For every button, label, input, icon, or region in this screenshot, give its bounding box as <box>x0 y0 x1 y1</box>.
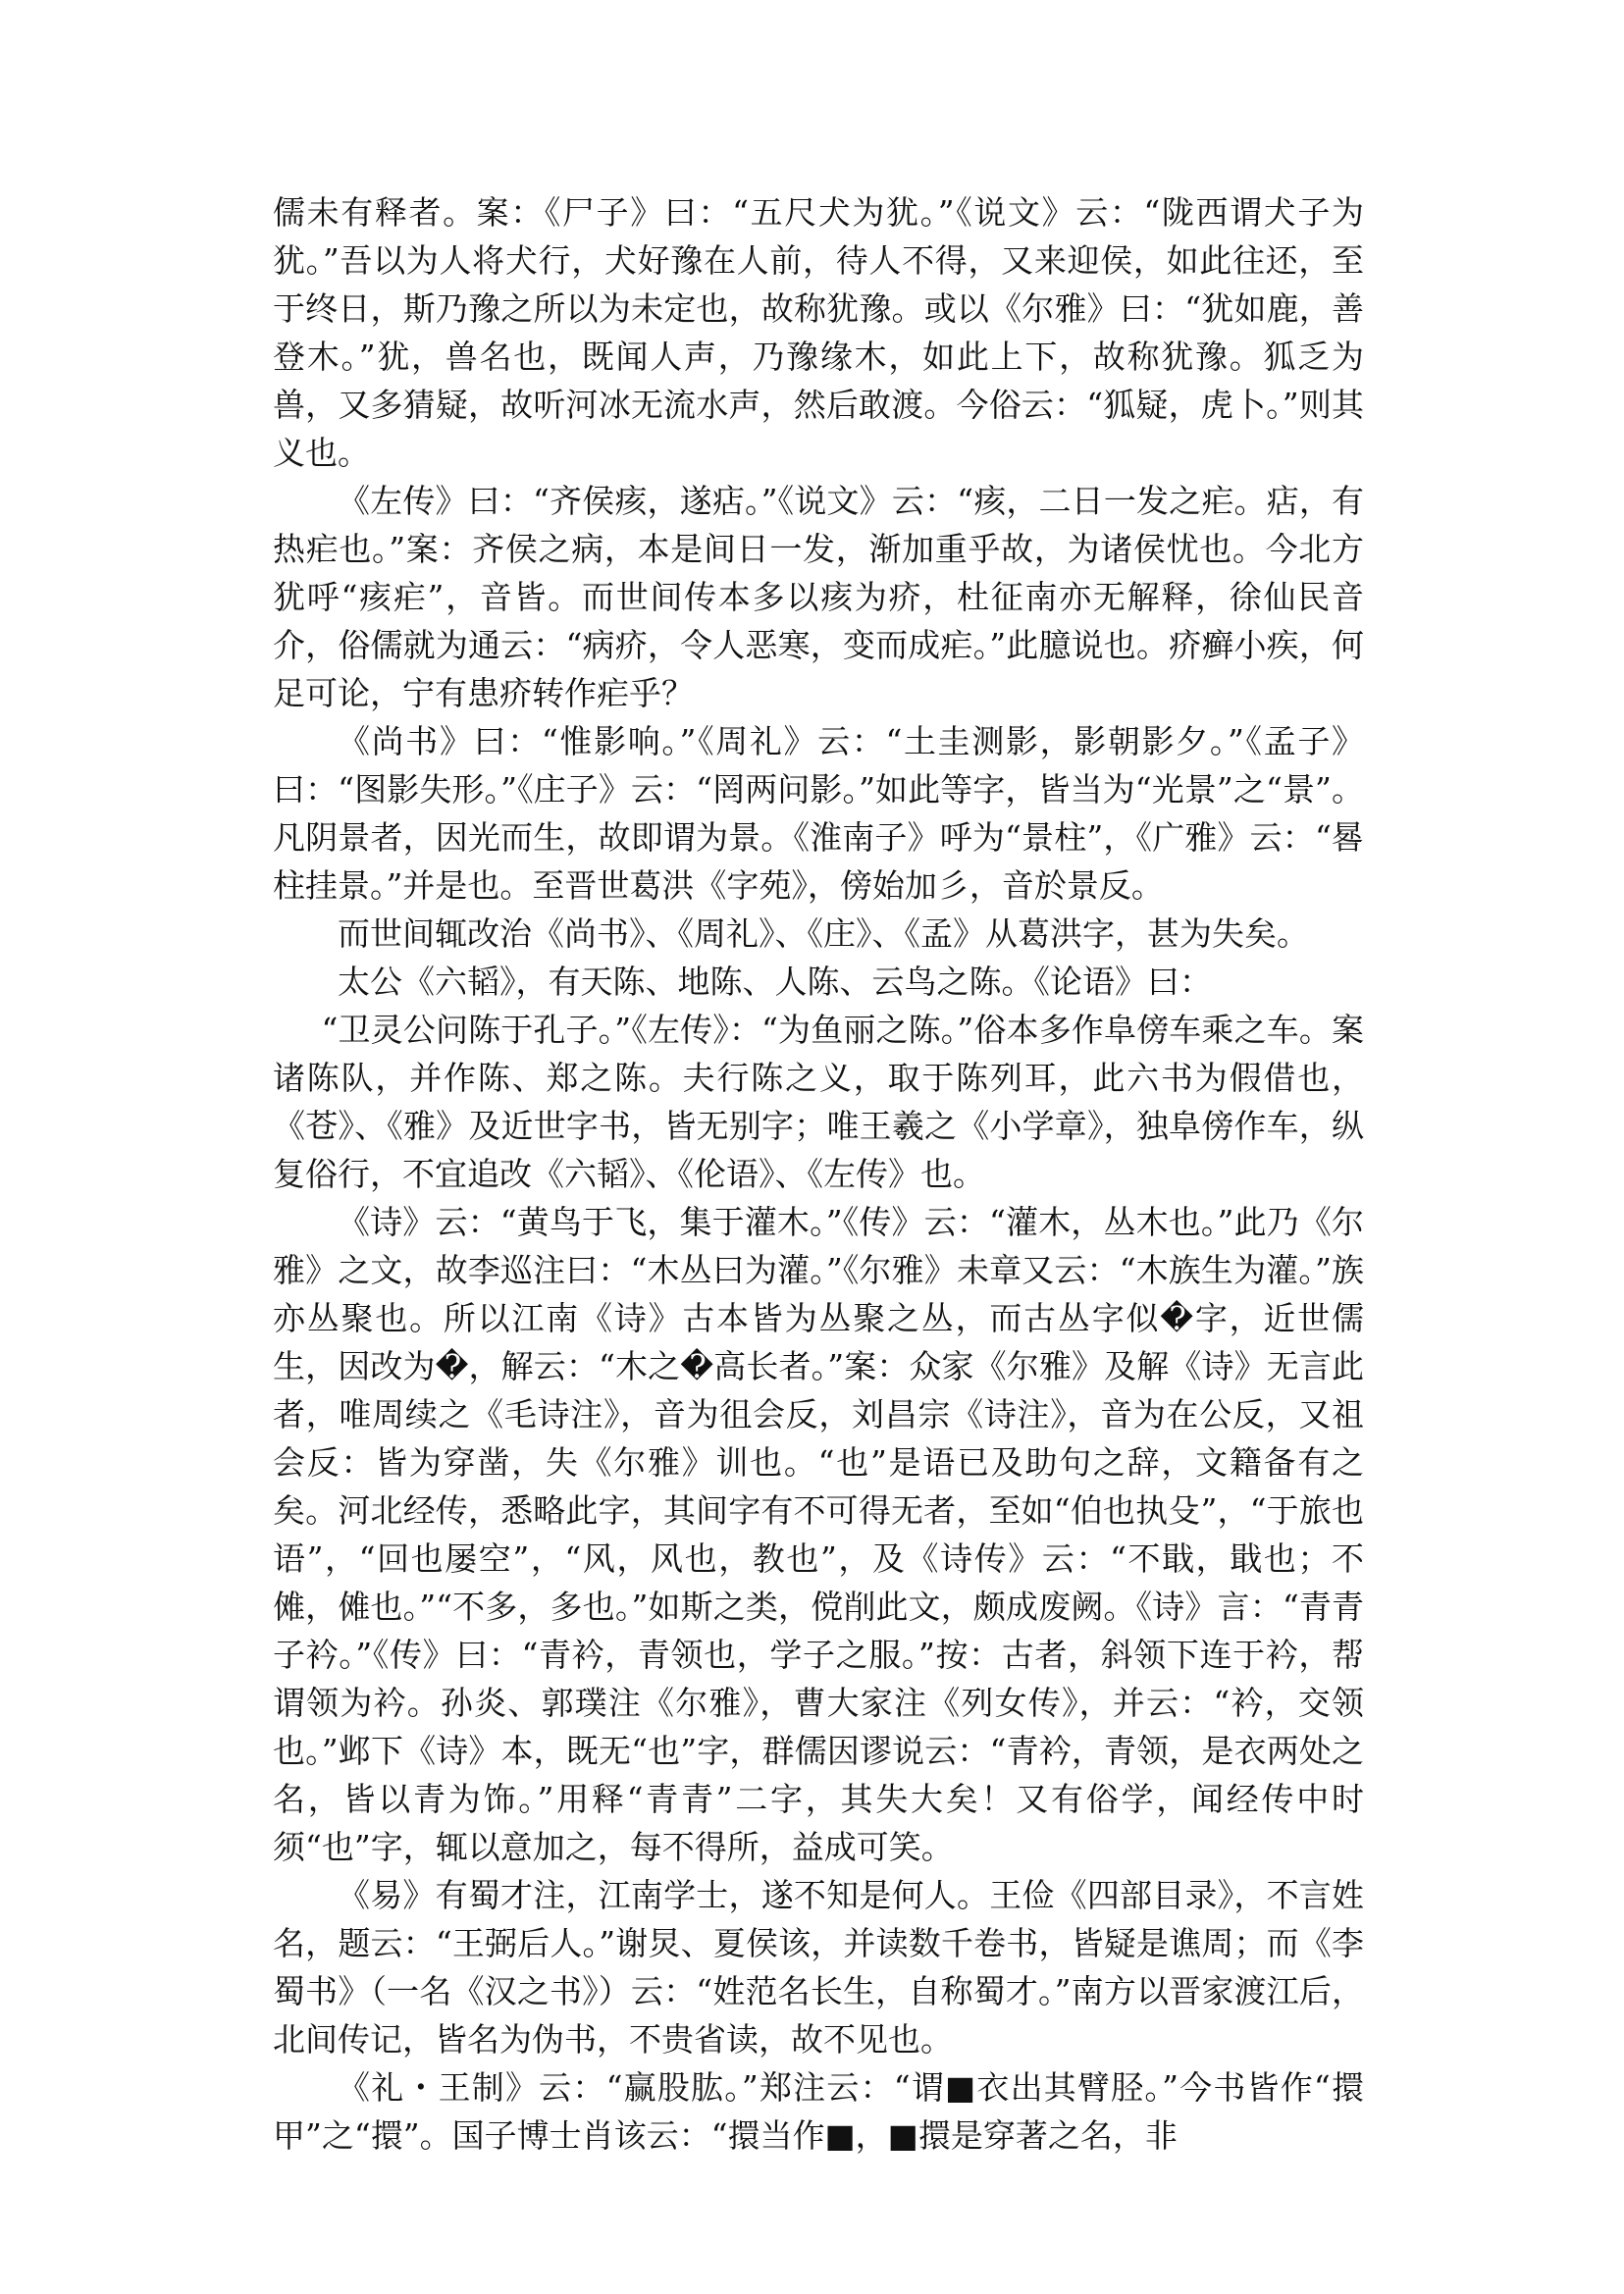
paragraph-liutao: 太公《六韬》，有天陈、地陈、人陈、云鸟之陈。《论语》曰： <box>338 963 1212 1001</box>
paragraph-gaizhi: 而世间辄改治《尚书》、《周礼》、《庄》、《孟》从葛洪字，甚为失矣。 <box>338 914 1309 953</box>
paragraph-yi-shucai: 《易》有蜀才注，江南学士，遂不知是何人。王俭《四部目录》，不言姓名，题云：“王弼后人。”谢炅、夏侯该，并读数千卷书，皆疑是谯周；而《李蜀书》（一名《汉之书》）云：“姓范名长生，自称蜀才。”南方以晋家渡江后，北间传记，皆名为伪书，不贵省读，故不见也。 <box>273 1876 1364 2059</box>
paragraph-weiling-gong: “卫灵公问陈于孔子。”《左传》：“为鱼丽之陈。”俗本多作阜傍车乘之车。案诸陈队，并作陈、郑之陈。夫行陈之义，取于陈列耳，此六书为假借也，《苍》、《雅》及近世字书，皆无别字；唯王羲之《小学章》，独阜傍作车，纵复俗行，不宜追改《六韬》、《伦语》、《左传》也。 <box>273 1011 1364 1193</box>
paragraph-shi-guanmu: 《诗》云：“黄鸟于飞，集于灌木。”《传》云：“灌木，丛木也。”此乃《尔雅》之文，故李巡注曰：“木丛曰为灌。”《尔雅》未章又云：“木族生为灌。”族亦丛聚也。所以江南《诗》古本皆为丛聚之丛，而古丛字似�字，近世儒生，因改为�，解云：“木之�高长者。”案：众家《尔雅》及解《诗》无言此者，唯周续之《毛诗注》，音为徂会反，刘昌宗《诗注》，音为在公反，又祖会反：皆为穿凿，失《尔雅》训也。“也”是语已及助句之辞，文籍备有之矣。河北经传，悉略此字，其间字有不可得无者，至如“伯也执殳”，“于旅也语”，“回也屡空”，“风，风也，教也”，及《诗传》云：“不戢，戢也；不傩，傩也。”“不多，多也。”如斯之类，傥削此文，颇成废阙。《诗》言：“青青子衿。”《传》曰：“青衿，青领也，学子之服。”按：古者，斜领下连于衿，帮谓领为衿。孙炎、郭璞注《尔雅》，曹大家注《列女传》，并云：“衿，交领也。”邺下《诗》本，既无“也”字，群儒因谬说云：“青衿，青领，是衣两处之名，皆以青为饰。”用释“青青”二字，其失大矣！又有俗学，闻经传中时须“也”字，辄以意加之，每不得所，益成可笑。 <box>273 1203 1364 1866</box>
paragraph-zuozhuan-jie: 《左传》曰：“齐侯痎，遂痁。”《说文》云：“痎，二日一发之疟。痁，有热疟也。”案：齐侯之病，本是间日一发，渐加重乎故，为诸侯忧也。今北方犹呼“痎疟”，音皆。而世间传本多以痎为疥，杜征南亦无解释，徐仙民音介，俗儒就为通云：“病疥，令人恶寒，变而成疟。”此臆说也。疥癣小疾，何足可论，宁有患疥转作疟乎？ <box>273 482 1364 712</box>
document-page <box>273 188 1364 2160</box>
paragraph-li-wangzhi: 《礼・王制》云：“赢股肱。”郑注云：“谓■衣出其臂胫。”今书皆作“擐甲”之“擐”。国子博士肖该云：“擐当作■，■擐是穿著之名，非 <box>273 2068 1364 2155</box>
paragraph-shangshu-ying: 《尚书》曰：“惟影响。”《周礼》云：“土圭测影，影朝影夕。”《孟子》曰：“图影失形。”《庄子》云：“罔两问影。”如此等字，皆当为“光景”之“景”。凡阴景者，因光而生，故即谓为景。《淮南子》呼为“景柱”，《广雅》云：“晷柱挂景。”并是也。至晋世葛洪《字苑》，傍始加彡，音於景反。 <box>273 722 1364 905</box>
paragraph-youyu: 儒未有释者。案：《尸子》曰：“五尺犬为犹。”《说文》云：“陇西谓犬子为犹。”吾以为人将犬行，犬好豫在人前，待人不得，又来迎侯，如此往还，至于终日，斯乃豫之所以为未定也，故称犹豫。或以《尔雅》曰：“犹如鹿，善登木。”犹，兽名也，既闻人声，乃豫缘木，如此上下，故称犹豫。狐乏为兽，又多猜疑，故听河冰无流水声，然后敢渡。今俗云：“狐疑，虎卜。”则其义也。 <box>273 193 1364 472</box>
